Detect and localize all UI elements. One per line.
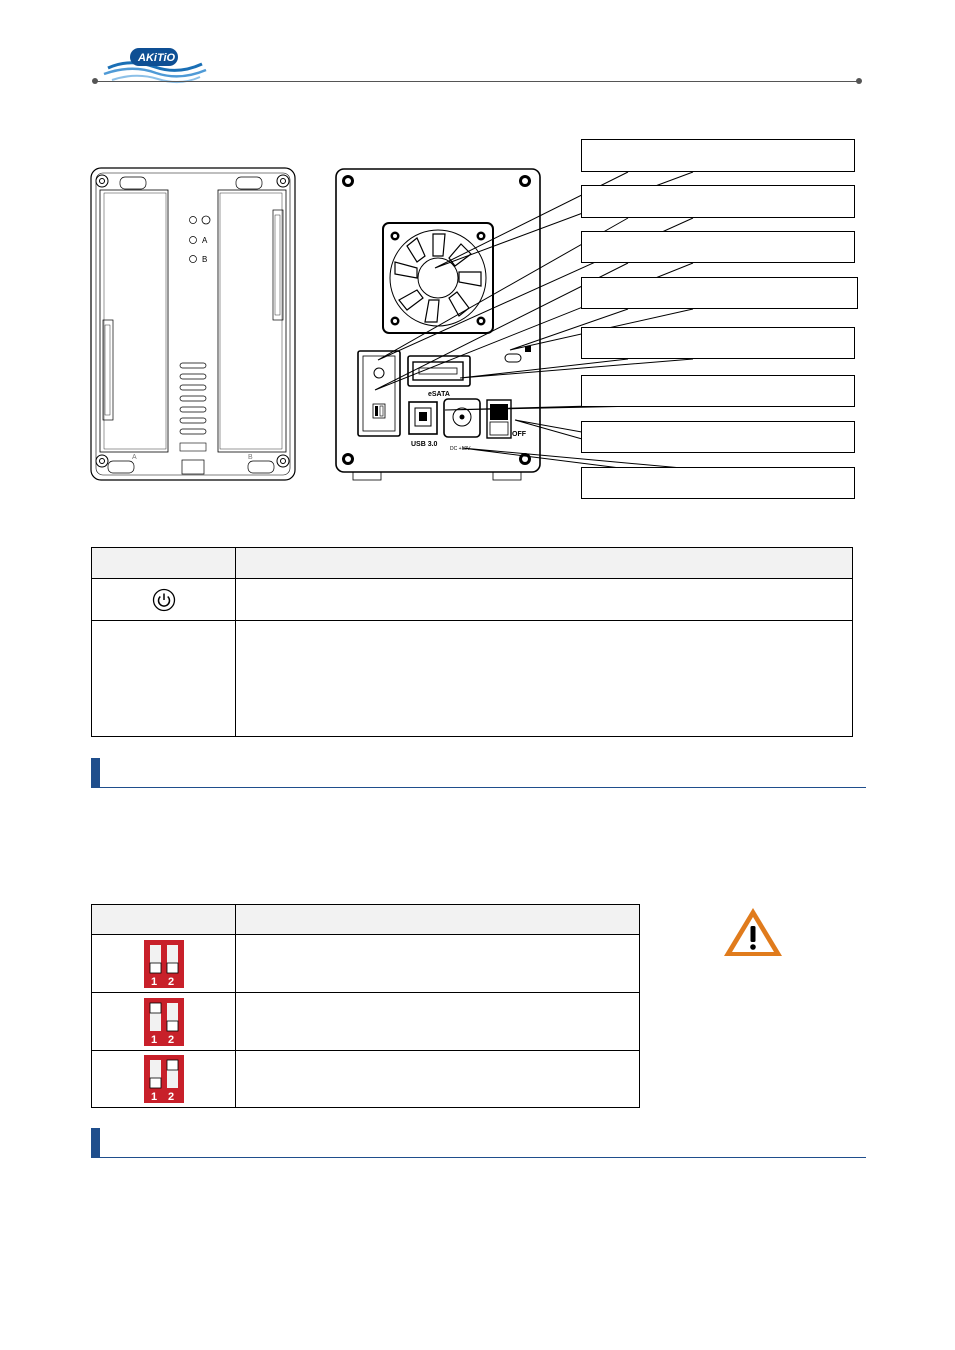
table-row — [92, 1051, 640, 1108]
table-row — [92, 993, 640, 1051]
led-table — [91, 547, 853, 737]
callout-box-5 — [581, 327, 855, 359]
dip-switch-icon — [144, 940, 184, 988]
bay-label-a: A — [132, 454, 137, 461]
led-label-a: A — [202, 236, 208, 245]
bay-label-b: B — [248, 454, 253, 461]
table-row — [92, 935, 640, 993]
svg-text:1: 1 — [150, 1091, 157, 1103]
table-header-row — [92, 905, 640, 935]
callout-box-6 — [581, 375, 855, 407]
svg-text:2: 2 — [167, 1033, 174, 1046]
dc-label: DC +12V — [450, 446, 471, 452]
table-header-row — [92, 548, 853, 579]
callout-box-1 — [581, 139, 855, 172]
table-row — [92, 621, 853, 737]
table-row — [92, 579, 853, 621]
dip-switch-table — [91, 904, 640, 1108]
section-marker — [91, 1128, 100, 1158]
off-label: OFF — [512, 431, 526, 438]
usb-label: USB 3.0 — [411, 441, 438, 448]
callout-box-8 — [581, 467, 855, 499]
led-label-b: B — [202, 255, 208, 264]
section-rule — [100, 787, 866, 788]
esata-label: eSATA — [428, 391, 450, 398]
power-icon — [152, 588, 176, 612]
section-rule — [100, 1157, 866, 1158]
warning-icon — [722, 906, 784, 958]
callout-box-4 — [581, 277, 858, 309]
logo-text: AKiTiO — [138, 52, 176, 64]
callout-box-3 — [581, 231, 855, 263]
svg-text:1: 1 — [150, 975, 157, 988]
dip-switch-icon — [144, 1055, 184, 1103]
svg-text:2: 2 — [167, 1091, 174, 1103]
svg-text:1: 1 — [150, 1033, 157, 1046]
callout-box-7 — [581, 421, 855, 453]
dip-switch-icon — [144, 998, 184, 1046]
svg-text:2: 2 — [167, 975, 174, 988]
section-marker — [91, 758, 100, 788]
callout-box-2 — [581, 185, 855, 218]
